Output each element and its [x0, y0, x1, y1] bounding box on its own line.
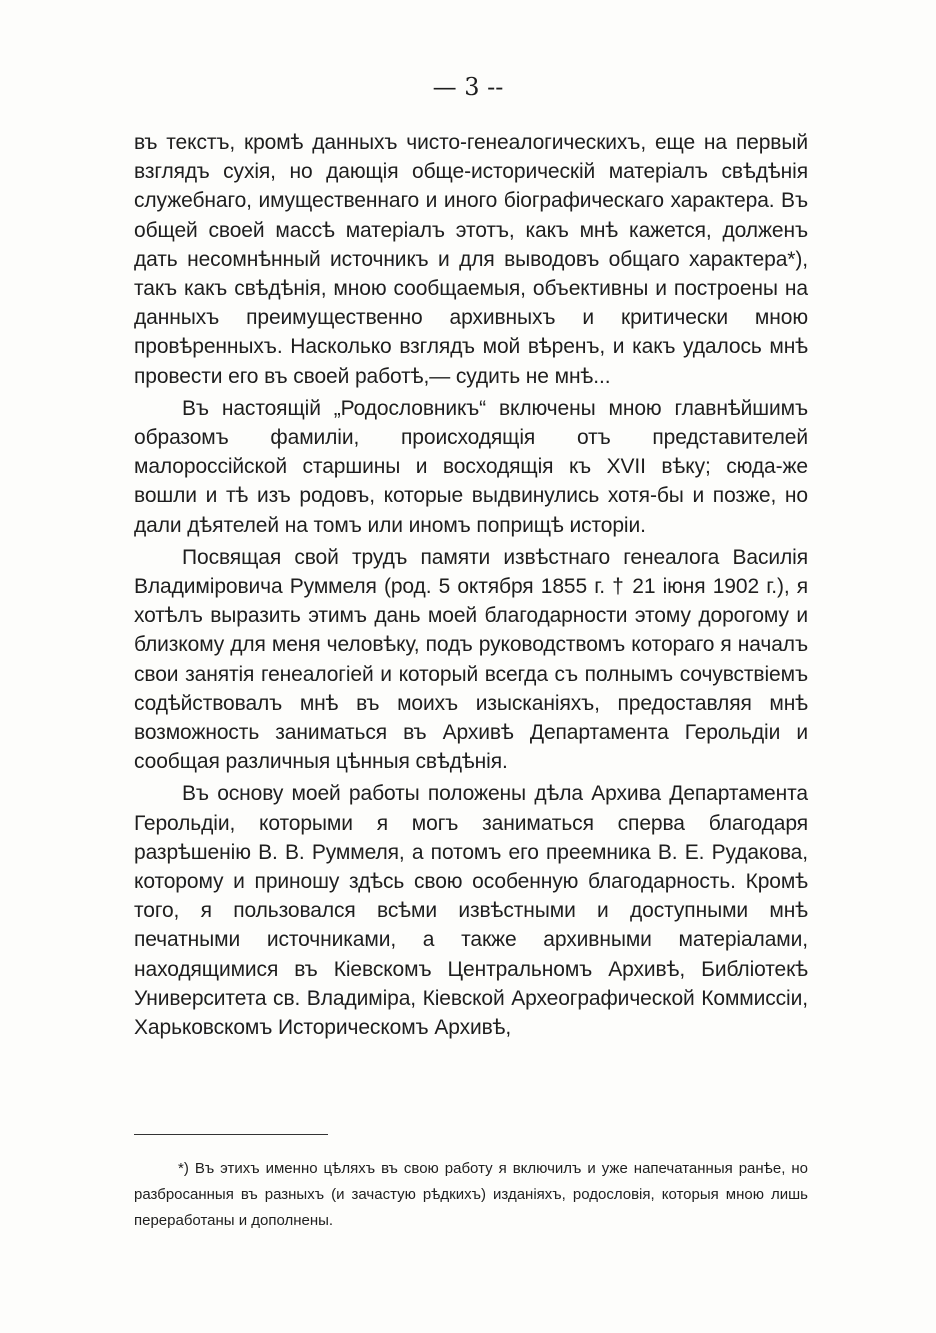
paragraph-4: Въ основу моей работы положены дѣла Архива Департамента Герольдіи, которыми я могъ заниматься сперва благодаря разрѣшенію В. В. Руммеля, а потомъ его преемника В. Е. Рудакова, которому и приношу здѣсь свою особенную благодарность. Кромѣ того, я пользовался всѣми извѣстными и доступными мнѣ печатными источниками, а также архивными матеріалами, находящимися въ Кіевскомъ Центральномъ Архивѣ, Библіотекѣ Университета св. Владиміра, Кіевской Археографической Коммиссіи, Харьковскомъ Историческомъ Архивѣ,	[134, 782, 808, 1040]
footnote: *) Въ этихъ именно цѣляхъ въ свою работу я включилъ и уже напечатанныя ранѣе, но разбросанныя въ разныхъ (и зачастую рѣдкихъ) изданіяхъ, родословія, которыя мною лишь переработаны и дополнены.	[134, 1160, 808, 1229]
main-text	[134, 128, 808, 1045]
footnote-divider	[134, 1134, 328, 1135]
page-number: — 3 --	[432, 73, 504, 101]
paragraph-3: Посвящая свой трудъ памяти извѣстнаго генеалога Василія Владиміровича Руммеля (род. 5 октября 1855 г. † 21 іюня 1902 г.), я хотѣлъ выразить этимъ дань моей благодарности этому дорогому и близкому для меня человѣку, подъ руководствомъ котораго я началъ свои занятія генеалогіей и который всегда съ полнымъ сочувствіемъ содѣйствовалъ мнѣ въ моихъ изысканіяхъ, предоставляя мнѣ возможность заниматься въ Архивѣ Департамента Герольдіи и сообщая различныя цѣнныя свѣдѣнія.	[134, 545, 808, 774]
paragraph-2: Въ настоящій „Родословникъ“ включены мною главнѣйшимъ образомъ фамиліи, происходящія отъ представителей малороссійской старшины и восходящія къ XVII вѣку; сюда-же вошли и тѣ изъ родовъ, которые выдвинулись хотя-бы и позже, но дали дѣятелей на томъ или иномъ поприщѣ исторіи.	[134, 396, 808, 537]
paragraph-1: въ текстъ, кромѣ данныхъ чисто-генеалогическихъ, еще на первый взглядъ сухія, но дающія обще-историческій матеріалъ свѣдѣнія служебнаго, имущественнаго и иного біографическаго характера. Въ общей своей массѣ матеріалъ этотъ, какъ мнѣ кажется, долженъ дать несомнѣнный источникъ и для выводовъ общаго характера*), такъ какъ свѣдѣнія, мною сообщаемыя, объективны и построены на данныхъ преимущественно архивныхъ и критически мною провѣренныхъ. Насколько взглядъ мой вѣренъ, и какъ удалось мнѣ провести его въ своей работѣ,— судить не мнѣ...	[134, 131, 808, 388]
